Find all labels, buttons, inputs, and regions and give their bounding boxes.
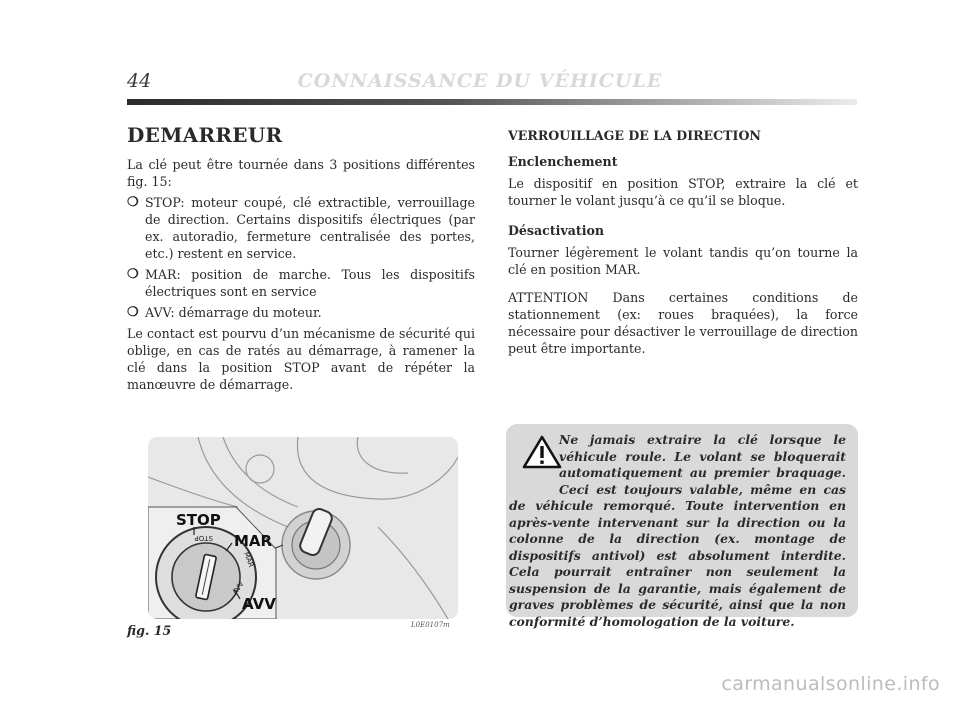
right-column [508, 127, 858, 357]
bullet-text: STOP: moteur coupé, clé extractible, verrouillage de direction. Certains dispositifs électriques (par ex. autoradio, fermeture centralisée des portes, etc.) restent en service. [145, 195, 475, 261]
intro-paragraph: La clé peut être tournée dans 3 positions différentes fig. 15: [127, 157, 475, 189]
column-shroud [378, 527, 448, 619]
bullet-item-mar [127, 266, 475, 300]
bullet-item-stop [127, 194, 475, 262]
bullet-text: MAR: position de marche. Tous les dispositifs électriques sont en service [145, 267, 475, 299]
dashboard-curve [297, 437, 458, 499]
bullet-circle-icon: ❍ [127, 305, 139, 320]
bullet-text: AVV: démarrage du moteur. [145, 305, 322, 320]
label-avv: AVV [242, 595, 276, 613]
figure-ignition-switch [148, 437, 458, 619]
ring-label-avv: AVV [231, 580, 246, 597]
ring-label-mar: MAR [242, 550, 256, 569]
header-rule [127, 99, 857, 105]
engage-paragraph: Le dispositif en position STOP, extraire la clé et tourner le volant jusqu’à ce qu’il se bloque. [508, 176, 858, 208]
page-number: 44 [127, 70, 152, 92]
running-title: CONNAISSANCE DU VÉHICULE [297, 70, 663, 92]
dashboard-curve [357, 437, 408, 473]
warning-text: Ne jamais extraire la clé lorsque le véhicule roule. Le volant se bloquerait automatiquement au premier braquage. Ceci est toujours valable, même en cas de véhicule remorqué. Toute intervention en après-vente intervenant sur la direction ou la colonne de la direction (ex. montage de dispositifs antivol) est absolument interdite. Cela pourrait entraîner non seulement la suspension de la garantie, mais également de graves problèmes de sécurité, ainsi que la non conformité d’homologation de la voiture. [509, 432, 846, 629]
section-title-verrouillage: VERROUILLAGE DE LA DIRECTION [508, 128, 761, 143]
figure-caption: fig. 15 [127, 623, 172, 638]
engage-heading: Enclenchement [508, 154, 618, 169]
label-mar: MAR [234, 532, 273, 550]
warning-box [506, 424, 858, 629]
bullet-circle-icon: ❍ [127, 267, 139, 282]
ignition-illustration [148, 437, 458, 619]
section-title-demarreur: DEMARREUR [127, 123, 283, 147]
disengage-paragraph: Tourner légèrement le volant tandis qu’on tourne la clé en position MAR. [508, 245, 858, 277]
label-stop: STOP [176, 511, 221, 529]
stalk-end [246, 455, 274, 483]
steering-column-line [223, 437, 298, 507]
left-column [127, 123, 475, 393]
attention-paragraph: ATTENTION Dans certaines conditions de stationnement (ex: roues braquées), la force nécessaire pour désactiver le verrouillage de direction peut être importante. [508, 290, 858, 356]
closing-paragraph: Le contact est pourvu d’un mécanisme de sécurité qui oblige, en cas de ratés au démarrage, à ramener la clé dans la position STOP avant de répéter la manœuvre de démarrage. [127, 326, 475, 392]
disengage-heading: Désactivation [508, 223, 605, 238]
ring-label-stop: STOP [194, 534, 213, 542]
bullet-item-avv [127, 304, 475, 321]
figure-code: L0E0107m [411, 621, 450, 629]
watermark: carmanualsonline.info [721, 673, 940, 695]
column-shroud [148, 477, 238, 507]
bullet-circle-icon: ❍ [127, 195, 139, 210]
